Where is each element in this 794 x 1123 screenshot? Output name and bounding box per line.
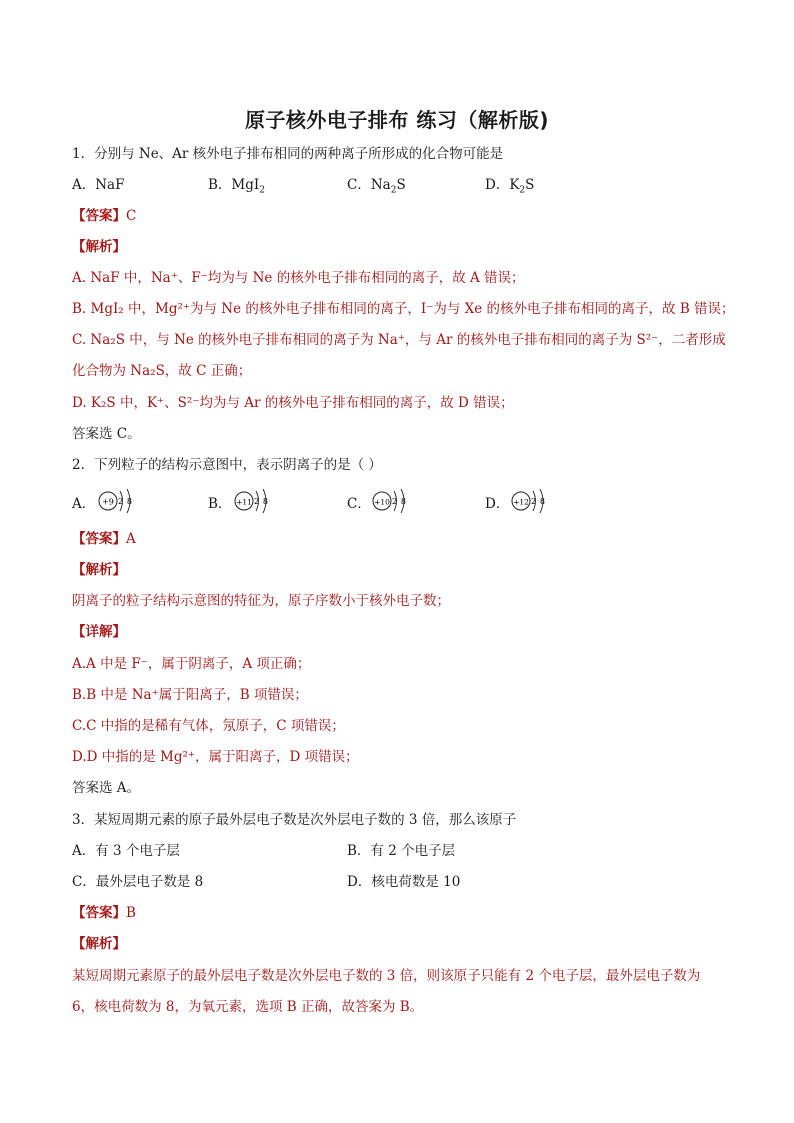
q1-analysis-line: 化合物为 Na₂S，故 C 正确；: [72, 363, 252, 379]
q3-analysis-label: 【解析】: [72, 936, 126, 952]
q2-option-a-label: A．: [72, 496, 96, 512]
q2-option-c-label: C．: [347, 496, 371, 512]
q1-analysis-line: D. K₂S 中，K⁺、S²⁻均为与 Ar 的核外电子排布相同的离子，故 D 错误；: [72, 395, 514, 411]
q1-option-c: C．$Na_2S$: [347, 177, 406, 196]
q2-option-c-diagram: [370, 486, 410, 516]
q2-detail-line: D.D 中指的是 Mg²⁺，属于阳离子，D 项错误；: [72, 749, 359, 765]
q1-conclusion: 答案选 C。: [72, 426, 141, 442]
q2-analysis-text: 阴离子的粒子结构示意图的特征为，原子序数小于核外电子数；: [72, 593, 450, 609]
q2-detail-line: B.B 中是 Na⁺属于阳离子，B 项错误；: [72, 687, 308, 703]
shell-electrons-label: 2 8: [531, 497, 545, 506]
q1-option-b: B．MgI$_2$: [208, 177, 265, 196]
q3-stem: 3．某短周期元素的原子最外层电子数是次外层电子数的 3 倍，那么该原子: [72, 812, 517, 828]
q1-stem: 1．分别与 Ne、Ar 核外电子排布相同的两种离子所形成的化合物可能是: [72, 146, 504, 162]
q2-option-d-label: D．: [485, 496, 510, 512]
q3-analysis-line: 6，核电荷数为 8，为氧元素，选项 B 正确，故答案为 B。: [72, 999, 424, 1015]
q1-option-d: D．$K_2S$: [485, 177, 535, 196]
q3-option-d: D．核电荷数是 10: [347, 874, 461, 890]
q3-option-b: B．有 2 个电子层: [347, 843, 456, 859]
q2-option-b-diagram: [232, 486, 272, 516]
nucleus-charge-label: +9: [102, 497, 114, 507]
q3-answer: 【答案】B: [72, 905, 136, 921]
q3-option-a: A．有 3 个电子层: [72, 843, 180, 859]
nucleus-charge-label: +10: [374, 497, 390, 507]
q2-detail-label: 【详解】: [72, 624, 126, 640]
q2-conclusion: 答案选 A。: [72, 780, 141, 796]
q1-answer: 【答案】C: [72, 208, 137, 224]
q1-analysis-label: 【解析】: [72, 239, 126, 255]
q2-stem: 2．下列粒子的结构示意图中，表示阴离子的是（ ）: [72, 457, 382, 473]
shell-electrons-label: 2 8: [254, 497, 268, 506]
q1-option-a: A．NaF: [72, 177, 125, 193]
shell-electrons-label: 2 8: [392, 497, 406, 506]
q2-detail-line: A.A 中是 F⁻，属于阴离子，A 项正确；: [72, 656, 311, 672]
q2-option-b-label: B．: [208, 496, 232, 512]
nucleus-charge-label: +12: [513, 497, 529, 507]
q3-analysis-line: 某短周期元素原子的最外层电子数是次外层电子数的 3 倍，则该原子只能有 2 个电子层，最外层电子数为: [72, 968, 701, 984]
q2-answer: 【答案】A: [72, 531, 136, 547]
q1-analysis-line: B. MgI₂ 中，Mg²⁺为与 Ne 的核外电子排布相同的离子，I⁻为与 Xe 的核外电子排布相同的离子，故 B 错误；: [72, 301, 735, 317]
q2-option-a-diagram: [96, 486, 136, 516]
nucleus-charge-label: +11: [236, 497, 252, 507]
shell-electrons-label: 2 8: [118, 497, 132, 506]
q2-analysis-label: 【解析】: [72, 562, 126, 578]
q1-analysis-line: C. Na₂S 中，与 Ne 的核外电子排布相同的离子为 Na⁺，与 Ar 的核外电子排布相同的离子为 S²⁻，二者形成: [72, 332, 726, 348]
page-title: 原子核外电子排布 练习（解析版): [244, 108, 550, 132]
q3-option-c: C．最外层电子数是 8: [72, 874, 204, 890]
q2-option-d-diagram: [509, 486, 549, 516]
q2-detail-line: C.C 中指的是稀有气体，氖原子，C 项错误；: [72, 718, 345, 734]
q1-analysis-line: A. NaF 中，Na⁺、F⁻均为与 Ne 的核外电子排布相同的离子，故 A 错误；: [72, 270, 525, 286]
